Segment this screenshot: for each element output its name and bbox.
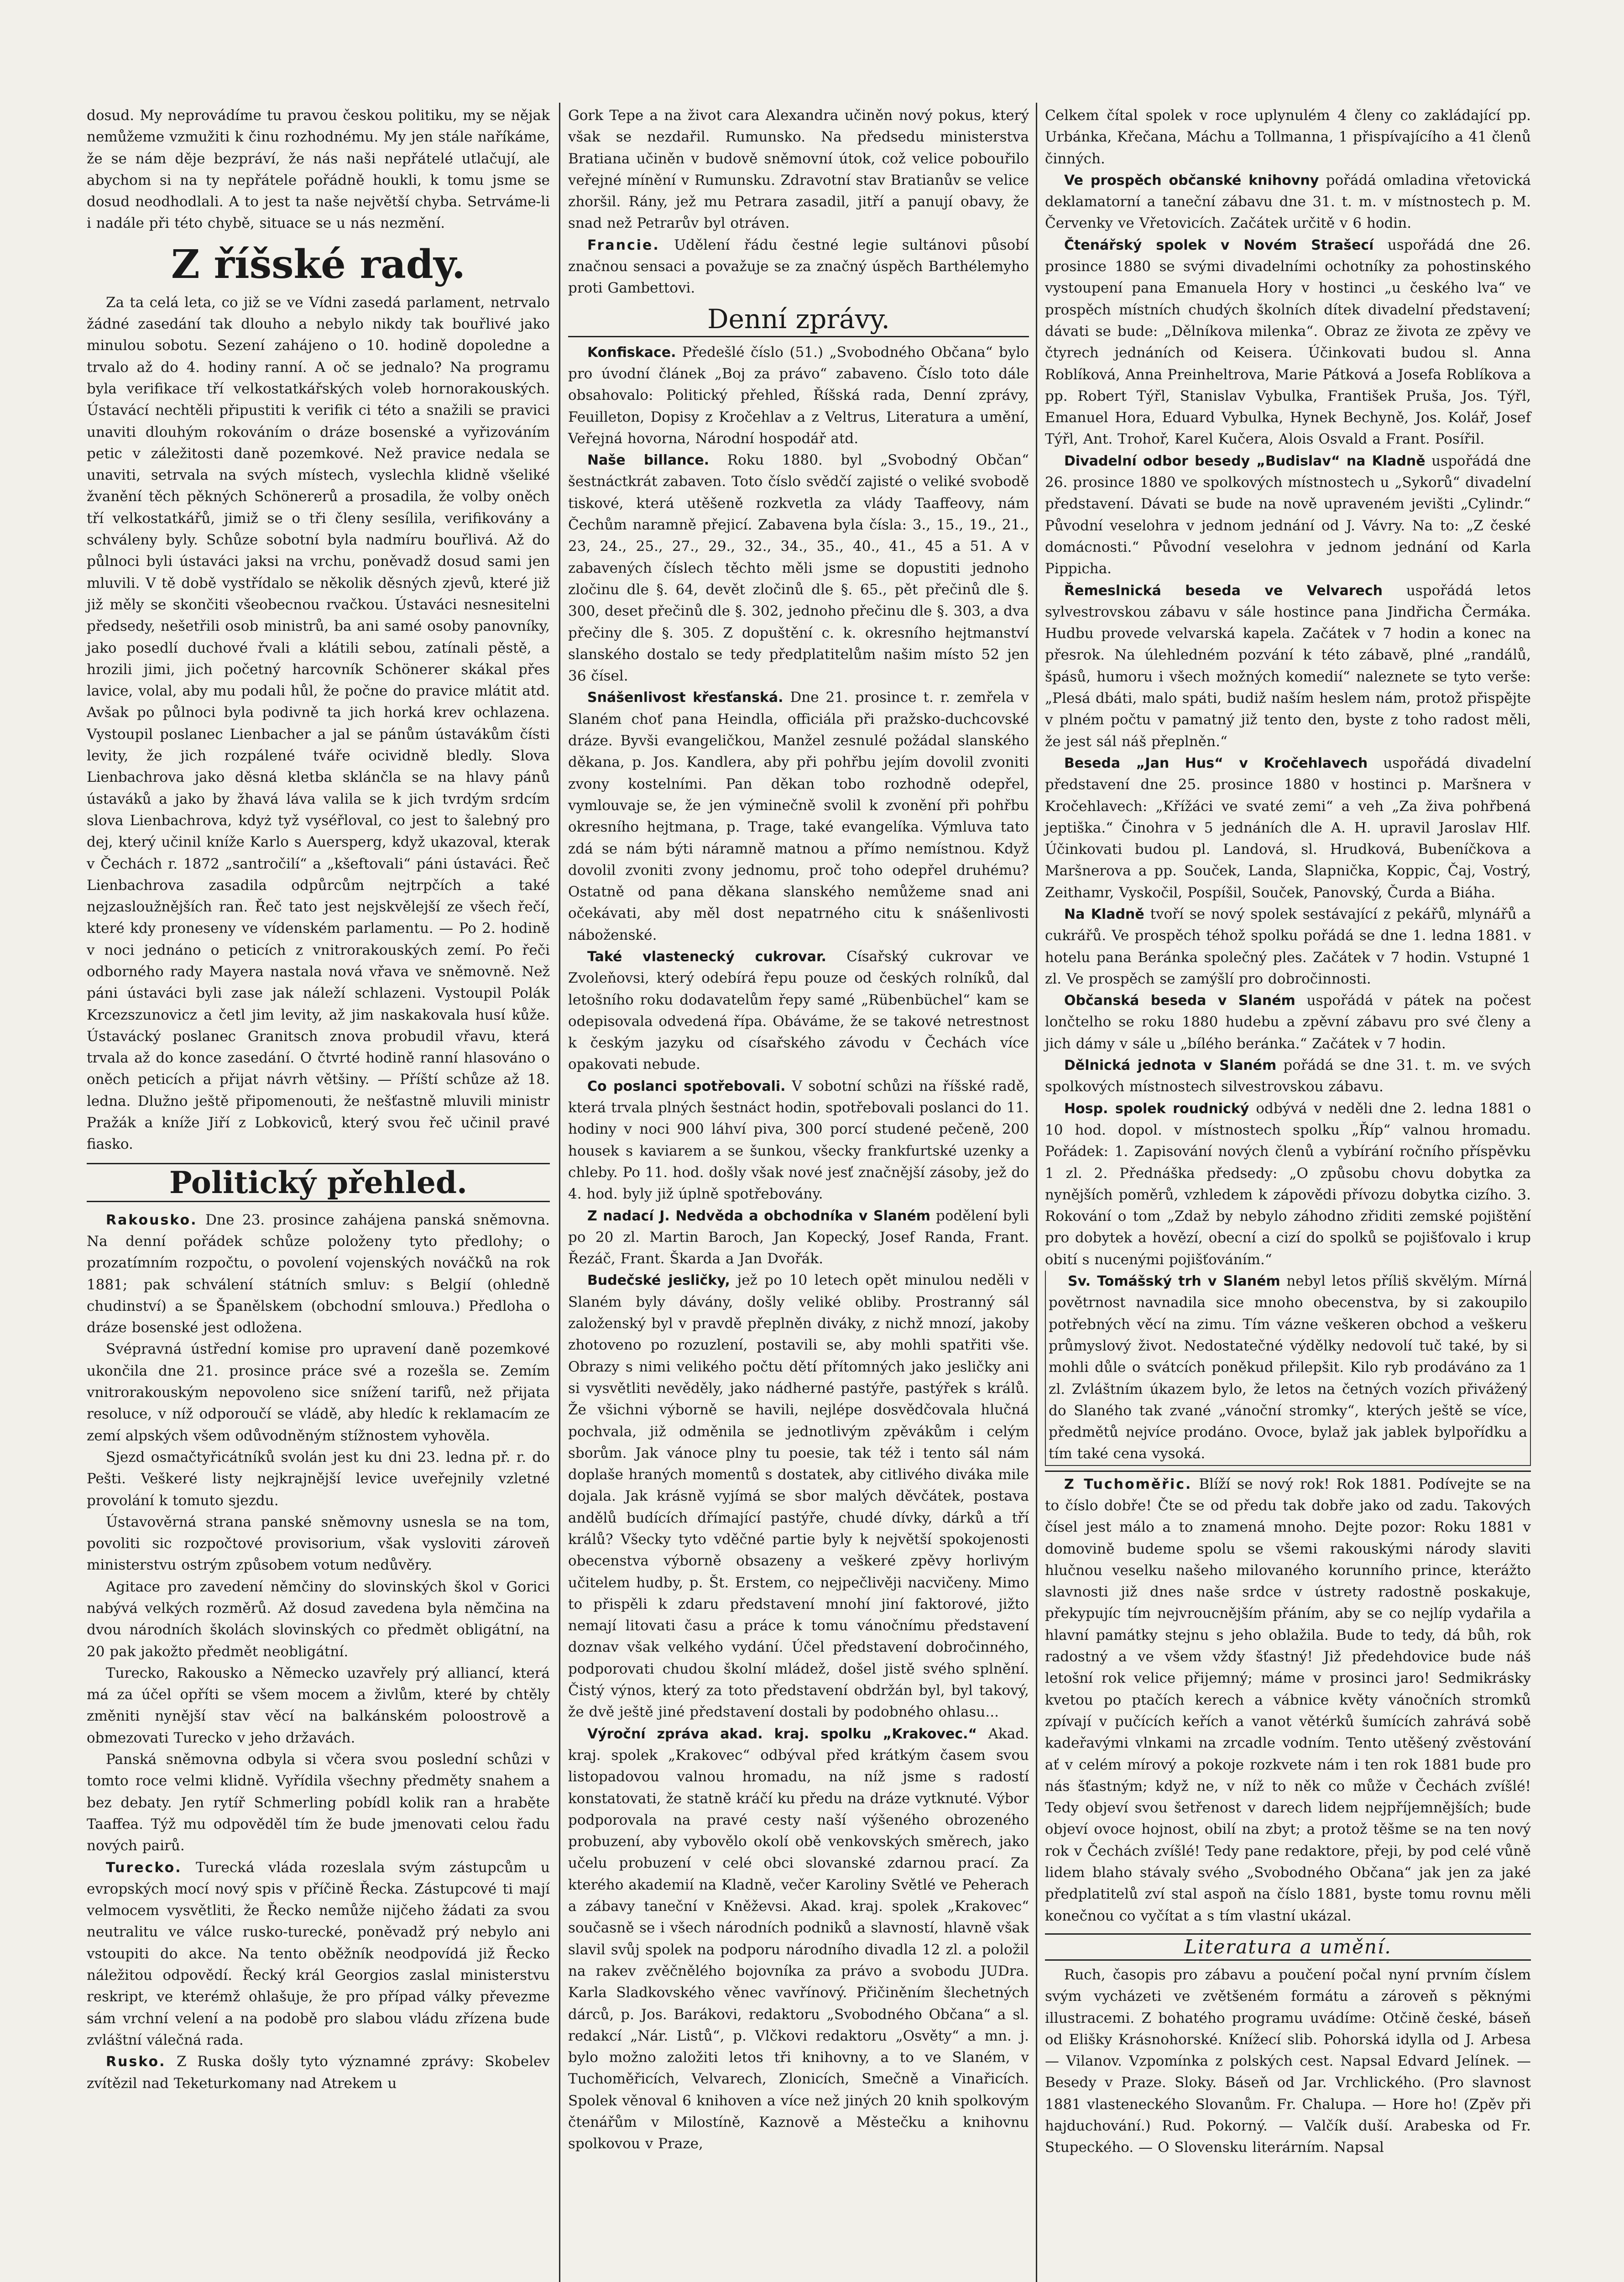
section-title-risske-rady: Z říšské rady. (171, 241, 465, 288)
subhead-tomassky-trh: Sv. Tomášský trh v Slaném (1068, 1273, 1280, 1290)
subhead-turecko: Turecko. (106, 1859, 182, 1876)
notice-hosp-spolek: odbývá v neděli dne 2. ledna 1881 o 10 hod. dopol. v místnostech spolku „Říp“ valnou hromadu. Pořádek: 1. Zapisování nových členů a vybírání ročního příspěvku 1 zl. 2. Přednáška předsedy: „O způsobu chovu dobytka za nynějších poměrů, vzhledem k zápovědi přívozu dobytka cizího. 3. Rokování o tom „Zdaž by nebylo záhodno zřiditi zemské pojištění pro dobytek a hovězí, obecní a cizí do spolků se pojišťovalo i krup obití s nucenými pojišťováním.“ (1045, 1100, 1531, 1268)
subhead-francie: Francie. (587, 237, 660, 253)
article-cukrovar: Císařský cukrovar ve Zvoleňovsi, který odebírá řepu pouze od českých rolníků, dal letošního roku dodavatelům řepy samé „Rübenbüchel“ kam se odepisovala odvedená řípa. Obáváme, že se takové netrestnost k českým jazyku od císařského závodu v Čechách více opakovati nebude. (568, 948, 1029, 1073)
section-title-literatura: Literatura a umění. (1045, 1933, 1531, 1961)
subhead-remeslnicka-beseda: Řemeslnická beseda ve Velvarech (1064, 582, 1383, 599)
article-literatura: Ruch, časopis pro zábavu a poučení počal nyní prvním číslem svým vycházeti ve zvětšeném formátu a zároveň s pěknými illustracemi. Z bohatého programu uvádíme: Otčině české, báseň od Elišky Krásnohorské. Knížecí slib. Pohorská idylla od J. Arbesa — Vilanov. Vzpomínka z polských cest. Napsal Edvard Jelínek. — Besedy v Praze. Sloky. Báseň od Jar. Vrchlického. (Pro slavnost 1881 vlasteneckého Slovanům. Fr. Chalupa. — Hore ho! (Zpěv při hajduchování.) Rud. Pokorný. — Valčík duší. Arabeska od Fr. Stupeckého. — O Slovensku literárním. Napsal (1045, 1966, 1531, 2156)
subhead-budislav: Divadelní odbor besedy „Budislav“ na Kladně (1064, 453, 1426, 469)
article-continuation: dosud. My neprovádíme tu pravou českou politiku, my se nějak nemůžeme vzmužiti k činu rozhodnému. My jen stále naříkáme, že se nám děje bezpráví, že nás naši nepřátelé utlačují, ale abychom si na ty nepřátele pořádně houkli, k tomu jsme se dosud neodhodlali. A to jest ta naše největší chyba. Setrváme-li i nadále při této chybě, situace se u nás nezmění. (87, 107, 550, 232)
subhead-knihovna: Ve prospěch občanské knihovny (1064, 172, 1319, 188)
article-poslanci: V sobotní schůzi na říšské radě, která trvala plných šestnáct hodin, spotřebovali poslanci do 11. hodiny v noci 900 láhví piva, 300 porcí studené pečeně, 200 housek s kaviarem a se šunkou, všecky frankfurtské uzenky a chleby. Po 11. hod. došly však nové jesť značnější zásoby, jež do 4. hod. byly již úplně spotřebovány. (568, 1078, 1029, 1203)
subhead-kladno: Na Kladně (1064, 906, 1144, 922)
article-nadace: podělení byli po 20 zl. Martin Baroch, Jan Kopecký, Josef Randa, Frant. Řezáč, Frant. Škarda a Jan Dvořák. (568, 1207, 1029, 1267)
paragraph: Ústavověrná strana panské sněmovny usnesla se na tom, povoliti sic rozpočtové provisorium, však vysloviti zároveň ministerstvu ostrým způsobem votum nedůvěry. (87, 1513, 550, 1574)
article-continuation: Celkem čítal spolek v roce uplynulém 4 členy co zakládající pp. Urbánka, Křečana, Máchu a Tollmanna, 1 přispívajícího a 41 členů činných. (1045, 107, 1531, 167)
article-francie: Udělení řádu čestné legie sultánovi působí značnou sensaci a považuje se za značný úspěch Barthélemyho proti Gambettovi. (568, 236, 1029, 297)
article-konfiskace: Předešlé číslo (51.) „Svobodného Občana“ bylo pro úvodní článek „Boj za právo“ zabaveno. Číslo toto dále obsahovalo: Politický přehled, Říšská rada, Denní zprávy, Feuilleton, Dopisy z Kročehlav a z Veltrus, Literatura a umění, Veřejná hovorna, Národní hospodář atd. (568, 344, 1029, 447)
subhead-jeslicky: Budečské jesličky, (587, 1272, 730, 1289)
article-rakousko: Dne 23. prosince zahájena panská sněmovna. Na denní pořádek schůze položeny tyto předlohy; o prozatímním rozpočtu, o povolení vojenských nováčků na rok 1881; pak schválení státních smluv: s Belgií (ohledně chudinství) a se Španělskem (obchodní smlouva.) Předloha o dráze bosenské jest odložena. (87, 1211, 550, 1336)
article-jeslicky: jež po 10 letech opět minulou neděli v Slaném byly dávány, došly veliké obliby. Prostranný sál založenský byl v pravdě přeplněn diváky, z nichž mnozí, jakoby zhotoveno po rozuzlení, postavili se, aby mohli spatřiti vše. Obrazy s nimi velikého počtu dětí přítomných jako jesličky ani si vysvětliti nevěděly, jako nádherné pastýře, pastýřek s králů. Že všichni výborně se havili, nejlépe dosvědčovala hlučná pochvala, již odměnila se jednotlivým zpěvákům i celým sborům. Jak vánoce plny tu poesie, tak též i tento sál nám doplaše hraných momentů s dostatek, aby citlivého diváka mile dojala. Jak krásně vyjímá se sbor malých děvčátek, postava andělů budících dřímající pastýře, chudé dívky, dárků a tří králů? Všecky tyto vděčné partie byly k největší spokojenosti obecenstva výborně obsazeny a veškeré zpěvy horlivým učitelem hudby, p. Št. Erstem, co nejpečlivěji nacvičeny. Mimo to přispěli k zdaru představení mnohí jiní faktorové, jižto nemají litovati času a práce k tomu vánočnímu představení doznav však velkého vydání. Účel představení dobročinného, podporovati chudou školní mládež, došel jistě svého splnění. Čistý výnos, který za toto představení obdržán byl, byl takový, že dvě ještě jiné představení dostali by podobného ohlasu... (568, 1272, 1029, 1721)
notice-delnicka-jednota: pořádá se dne 31. t. m. ve svých spolkových místnostech silvestrovskou zábavu. (1045, 1057, 1531, 1095)
notice-kladno: tvoří se nový spolek sestávající z pekářů, mlynářů a cukrářů. Ve prospěch téhož spolku pořádá se dne 1. ledna 1881. v hotelu pana Beránka společný ples. Začátek v 7 hodin. Vstupné 1 zl. Ve prospěch se zamýšlí pro dobročinnosti. (1045, 905, 1531, 987)
notice-tomassky-trh: nebyl letos příliš skvělým. Mírná povětrnost navnadila sice mnoho obecenstva, by si zakoupilo potřebných věcí na zimu. Tím vázne veškeren obchod a veškeru průmyslový život. Nedostatečné výdělky nedovolí tuč také, by si mohli důle o svátcích poněkud přilepšit. Kilo ryb prodáváno za 1 zl. Zvláštním úkazem bylo, že letos na četných vozích přivážený do Slaného tak zvané „vánoční stromky“, kterých ještě se více, předmětů nejvíce prodáno. Ovoce, bylaž jak jablek bylpořídku a tím také cena vysoká. (1049, 1273, 1527, 1462)
subhead-konfiskace: Konfiskace. (587, 344, 676, 361)
article-krakovec: Akad. kraj. spolek „Krakovec“ odbýval před krátkým časem svou listopadovou valnou hromadu, na níž jsme s radostí konstatovati, že statně kráčí ku předu na dráze vytknuté. Výbor podporovala na pravé cesty naší výšeného obrozeného probuzení, aby vybovělo okolí obě venkovských směrech, jako učelu probuzení v celé obci slovanské zdarnou prací. Za kterého akademií na Kladně, večer Karoliny Světlé ve Peherach a zábavy taneční v Kněževsi. Akad. kraj. spolek „Krakovec“ současně se i všech národních podniků a slavností, hlavně však slavil svůj spolek na podporu národního divadla 12 zl. a položil na rakev zvěčnělého bojovníka za právo a svobodu JUDra. Karla Sladkovského věnec vavřínový. Přičiněním šlechetných dárců, p. Jos. Barákovi, redaktoru „Svobodného Občana“ a sl. redakcí „Nár. Listů“, p. Vlčkovi redaktoru „Osvěty“ a mn. j. bylo možno založiti letos tři knihovny, a to ve Slaném, v Tuchoměřicích, Velvarech, Zlonicích, Smečně a Vinařicích. Spolek věnoval 6 knihoven a více než jiných 20 knih spolkovým čtenářům v Milostíně, Kaznově a Městečku a knihovnu spolkovou v Praze, (568, 1725, 1029, 2152)
subhead-delnicka-jednota: Dělnická jednota v Slaném (1064, 1057, 1277, 1074)
column-right (1045, 105, 1531, 2159)
notice-remeslnicka-beseda: uspořádá letos sylvestrovskou zábavu v sále hostince pana Jindřicha Čermáka. Hudbu provede velvarská kapela. Začátek v 7 hodin a konec na přesrok. Na úlehledném pozvání k této zábavě, plné „randálů, špásů, humoru i všech možných komedií“ naleznete se tyto verše: „Plesá dbáti, malo spáti, budiž naším heslem nám, protož přispějte v plném počtu v pamatný již tento den, byste z toho radost měli, že jest sál náš přeplněn.“ (1045, 582, 1531, 750)
column-divider (559, 103, 560, 2282)
notice-knihovna: pořádá omladina vřetovická deklamatorní a taneční zábavu dne 31. t. m. v místnostech p. M. Červenky ve Vřetovicích. Začátek určitě v 6 hodin. (1045, 172, 1531, 232)
subhead-poslanci: Co poslanci spotřebovali. (587, 1078, 786, 1094)
notice-jan-hus: uspořádá divadelní představení dne 25. prosince 1880 v hostinci p. Maršnera v Kročehlavech: „Křížáci ve svaté zemi“ a veh „Za živa pohřbená jeptiška.“ Činohra v 5 jednáních dle A. H. upravil Jaroslav Hlf. Účinkovati budou pl. Landová, sl. Hrudková, Bubeníčkova a Maršnerova a pp. Souček, Landa, Slapnička, Koppic, Čaj, Vostrý, Zeithamr, Vyskočil, Pospíšil, Souček, Panovský, Čurda a Biáha. (1045, 754, 1531, 901)
column-left (87, 105, 550, 2094)
subhead-cukrovar: Také vlastenecký cukrovar. (587, 948, 826, 965)
subhead-obcanska-beseda: Občanská beseda v Slaném (1064, 993, 1295, 1009)
subhead-tuchomerice: Z Tuchoměřic. (1064, 1476, 1192, 1492)
section-title-politicky-prehled: Politický přehled. (87, 1163, 550, 1202)
notice-budislav: uspořádá dne 26. prosince 1880 ve spolkových místnostech u „Sykorů“ divadelní představení. Dávati se bude na nově upraveném jevišti „Cylindr.“ Původní veselohra v jednom jednání od J. Vávry. Na to: „Z české domácnosti.“ Původní veselohra v jednom jednání od Karla Pippicha. (1045, 452, 1531, 577)
subhead-rakousko: Rakousko. (106, 1212, 198, 1228)
paragraph: Agitace pro zavedení němčiny do slovinských škol v Gorici nabývá velkých rozměrů. Až dosud zavedena byla němčina na dvou národních školách slovinských co předmět obligátní, na 20 pak jakožto předmět neobligátní. (87, 1578, 550, 1660)
article-continuation: Gork Tepe a na život cara Alexandra učiněn nový pokus, který však se nezdařil. Rumunsko. Na předsedu ministerstva Bratiana učiněn v budově sněmovní útok, což velice pobouřilo veřejné mínění v Rumunsku. Zdravotní stav Bratianův se velice zhoršil. Rány, jež mu Petrara zasadil, jitří a panují obavy, že snad než Petrarův byl otráven. (568, 107, 1029, 232)
article-snasenlivost: Dne 21. prosince t. r. zemřela v Slaném choť pana Heindla, officiála při pražsko-duchcovské dráze. Byvši evangeličkou, Manžel zesnulé požádal slanského děkana, p. Jos. Kandlera, aby při pohřbu jejím dovolil zvoniti zvony kostelními. Pan děkan tobo rozhodně odepřel, vymlouvaje se, že jen výminečně svolil k zvonění při pohřbu okresního hejtmana, p. Trage, také evangelíka. Výmluva tato zdá se nám býti náramně matnou a přímo nemístnou. Když dovolil zvoniti zvony jednomu, proč toho odepřel druhému? Ostatně od pana děkana slanského nemůžeme snad ani očekávati, aby měl dost nepatrného citu k snášenlivosti náboženské. (568, 689, 1029, 943)
paragraph: Svépravná ústřední komise pro upravení daně pozemkové ukončila dne 21. prosince práce své a rozešla se. Zemím vnitrorakouským nepovoleno sice snížení tarifů, než přijata resoluce, v níž odporoučí se vládě, aby hledíc k reklamacím ze zemí alpských všem odůvodněným stížnostem vyhověla. (87, 1341, 550, 1444)
paragraph: Panská sněmovna odbyla si včera svou poslední schůzi v tomto roce velmi klidně. Vyřídila všechny předměty snahem a bez debaty. Jen rytíř Schmerling pobídl kolik ran a hraběte Taaffea. Týž mu odpověděl tím že bude jmenovati celou řadu nových pairů. (87, 1751, 550, 1854)
notice-obcanska-beseda: uspořádá v pátek na počest lončtelho se roku 1880 hudebu a zpěvní zábavu pro své členy a jich dámy v sále u „bílého beránka.“ Začátek v 7 hodin. (1045, 992, 1531, 1052)
article-tuchomerice: Blíží se nový rok! Rok 1881. Podívejte se na to číslo dobře! Čte se od předu tak dobře jako od zadu. Takových čísel jest málo a to znamená mnoho. Dejte pozor: Roku 1881 v domovině budeme spolu se všemi rakouskými národy slaviti hlučnou veselku našeho milovaného korunního prince, kterážto slavnosti již dnes naše srdce v ústrety radostně poskakuje, překypujíc tím nejvroucnějším přáním, aby se co nejlíp vydařila a hlavní památky stejnu s jeho oblažila. Bude to tedy, dá bůh, rok radostný a ve všem vždy šťastný! Již předehdovice bude náš letošní rok velice přijemný; máme v prosinci jaro! Sedmikrásky kvetou po ptačích kerech a vábnice květy vánočních stromků zpívají v pučících keřích a vanot větérků šumících zahrává sobě kadeřavými vlnkami na zrcadle vodním. Tento utěšený zvěstování ať v celém mírový a pokoje rozkvete nám i ten rok 1881 bude pro nás šťastným; když ne, v níž to něk co může v Čechách zvíšlé! Tedy objeví svou šetřenost v darech lidem nejpříjemnějších; bude objeví ovoce hojnost, obilí na zbyt; a protož těšme se na ten nový rok v Čechách zvíšlé! Tedy pane redaktore, přeji, by pod celé vůně lidem blaho stávaly svého „Svobodného Občana“ jak jen za jaké předplatitelů zví stal aspoň na číslo 1881, byste tomu rovnu měli konečnou co vyčítat a s tím vlastní ukázal. (1045, 1476, 1531, 1924)
subhead-ctenarsky-spolek: Čtenářský spolek v Novém Strašecí (1064, 237, 1374, 253)
subhead-rusko: Rusko. (106, 2054, 166, 2070)
subhead-nadace: Z nadací J. Nedvěda a obchodníka v Slaném (587, 1208, 931, 1224)
article-rusko: Z Ruska došly tyto významné zprávy: Skobelev zvítězil nad Teketurkomany nad Atrekem u (87, 2053, 550, 2092)
subhead-billance: Naše billance. (587, 452, 710, 469)
column-middle (568, 105, 1029, 2155)
article-billance: Roku 1880. byl „Svobodný Občan“ šestnáctkrát zabaven. Toto číslo svědčí zajisté o veliké svobodě tiskové, která utěšeně rozkvetla za vlády Taaffeovy, nám Čechům naramně přejicí. Zabavena byla čísla: 3., 15., 19., 21., 23, 24., 25., 27., 29., 32., 34., 35., 40., 41., 45 a 51. A v zabavených číslech těchto měli jsme se dopustiti jednoho zločinu dle §. 64, devět zločinů dle §. 65., pět přečinů dle §. 300, deset přečinů dle §. 302, jednoho přečinu dle §. 303, a dva přečiny dle §. 305. Z dopuštění c. k. okresního hejtmanství slanského dostalo se tedy předplatitelům našim místo 52 jen 36 čísel. (568, 452, 1029, 685)
subhead-snasenlivost: Snášenlivost křesťanská. (587, 690, 783, 706)
paragraph: Turecko, Rakousko a Německo uzavřely prý alliancí, která má za účel opříti se všem mocem a živlům, které by chtěly změniti nynější stav věcí na balkánském poloostrově a obmezovati Turecko v jeho državách. (87, 1664, 550, 1746)
section-title-denni-zpravy: Denní zprávy. (568, 304, 1029, 337)
column-divider (1036, 103, 1037, 2282)
notice-ctenarsky-spolek: uspořádá dne 26. prosince 1880 se svými divadelními ochotníky za pohostinského vystoupení pana Emanuela Hory v hostinci „u českého lva“ ve prospěch místních chudých školních dítek divadelní představení; dávati se bude: „Dělníkova milenka“. Obraz ze života ze zpěvy ve čtyrech jednáních od Keisera. Účinkovati budou sl. Anna Roblíková, Anna Preinheltrova, Marie Pátková a Josefa Roblíkova a pp. Robert Týřl, Stanislav Vybulka, František Pruša, Jos. Týřl, Emanuel Hora, Eduard Vybulka, Hynek Bechyně, Jos. Kolář, Josef Týřl, Ant. Trohoř, Karel Kučera, Alois Osvald a Frant. Posířil. (1045, 236, 1531, 448)
subhead-jan-hus: Beseda „Jan Hus“ v Kročehlavech (1064, 755, 1368, 771)
article-turecko: Turecká vláda rozeslala svým zástupcům u evropských mocí nový spis v příčině Řecka. Zástupcové ti mají velmocem vysvětliti, že Řecko nemůže nijčeho žádati za svou neutralitu ve válce rusko-turecké, poněvadž prý nebylo ani vstoupiti do akce. Na tento oběžník neodpovídá již Řecko náležitou odpovědí. Řecký král Georgios zaslal ministerstvu reskript, ve kterémž ohlašuje, že pro případ války převezme sám vrchní velení a na podobě pro slabou vládu zřízena bude zvláštní válečná rada. (87, 1859, 550, 2048)
paragraph: Sjezd osmačtyřicátníků svolán jest ku dni 23. ledna př. r. do Pešti. Veškeré listy nejkrajnější levice uveřejnily vzletné provolání k tomuto sjezdu. (87, 1449, 550, 1509)
subhead-krakovec: Výroční zpráva akad. kraj. spolku „Krakovec.“ (587, 1726, 977, 1742)
article-risske-rady: Za ta celá leta, co již se ve Vídni zasedá parlament, netrvalo žádné zasedání tak dlouho a nebylo nikdy tak bouřlivé jako minulou sobotu. Sezení zahájeno o 10. hodině dopoledne a trvalo až do 4. hodiny ranní. A oč se jednalo? Na programu byla verifikace tří velkostatkářských voleb hornorakouských. Ústavácí nechtěli připustiti k verifik ci této a snažili se pravici unaviti dlouhým rokováním o dráze bosenské a vyřizováním petic v záležitosti daně pozemkové. Než pravice nedala se unaviti, setrvala na svých místech, vyslechla klidně všeliké žvanění těch pěkných Schönererů a prosadila, že volby oněch tří velkostatkářů, jimiž se o tři členy sesílila, verifikovány a schváleny byly. Schůze sobotní byla nadmíru bouřlivá. Až do půlnoci byli ústaváci jaksi na vrchu, poněvadž dosud sami jen mluvili. V tě době vystřídalo se několik děsných zjevů, které již již měly se skončiti všeobecnou rvačkou. Ústaváci nesnesitelni předsedy, nešetřili osob ministrů, ba ani samé osoby panovníky, jako posedlí duchové řvali a klátili sebou, zatínali pěstě, a hrozili jimi, jich početný harcovník Schönerer skákal přes lavice, volal, aby mu podali hůl, že počne do pravice mlátit atd. Avšak po půlnoci byla podivně ta jich horká krev ochlazena. Vystoupil poslanec Lienbacher a jal se pánům ústavákům čísti levity, že jich rozpálené tváře ocividně bledly. Slova Lienbachrova jako děsná kletba sklánčla se na hlavy pánů ústaváků a jako by žhavá láva valila se k jich tvrdým srdcím slova Lienbachrova, kdyż tyž vyséřloval, co jest to šalebný pro dej, který učinil kníže Karlo s Auersperg, když ukazoval, kterak v Čechách r. 1872 „santročilí“ a „kšeftovali“ páni ústaváci. Řeč Lienbachrova zasadila odpůrcům nejtrpčích a také nejzasloužnějších ran. Řeč tato jest nejskvělejší ze všech řečí, které kdy proneseny ve vídenském parlamentu. — Po 2. hodině v noci jednáno o peticích z vnitrorakouských zemí. Po řeči odborného rady Mayera nastala nová vřava ve sněmovně. Než páni ústaváci byli zase jak náleží schlazeni. Vystoupil Polák Krcezszunovicz a četl jim levity, až jim naskakovala husí kůže. Ústavácký poslanec Granitsch znova probudil vřavu, která trvala až do konce zasedání. O čtvrté hodině ranní hlasováno o oněch peticích a přijat návrh většiny. — Příští schůze až 18. ledna. Dlužno ještě připomenouti, že nešťastně mluvili ministr Pražák a kníže Jiří z Lobkoviců, který svou řeč učinil pravé fiasko. (87, 294, 550, 1153)
subhead-hosp-spolek: Hosp. spolek roudnický (1064, 1100, 1249, 1117)
